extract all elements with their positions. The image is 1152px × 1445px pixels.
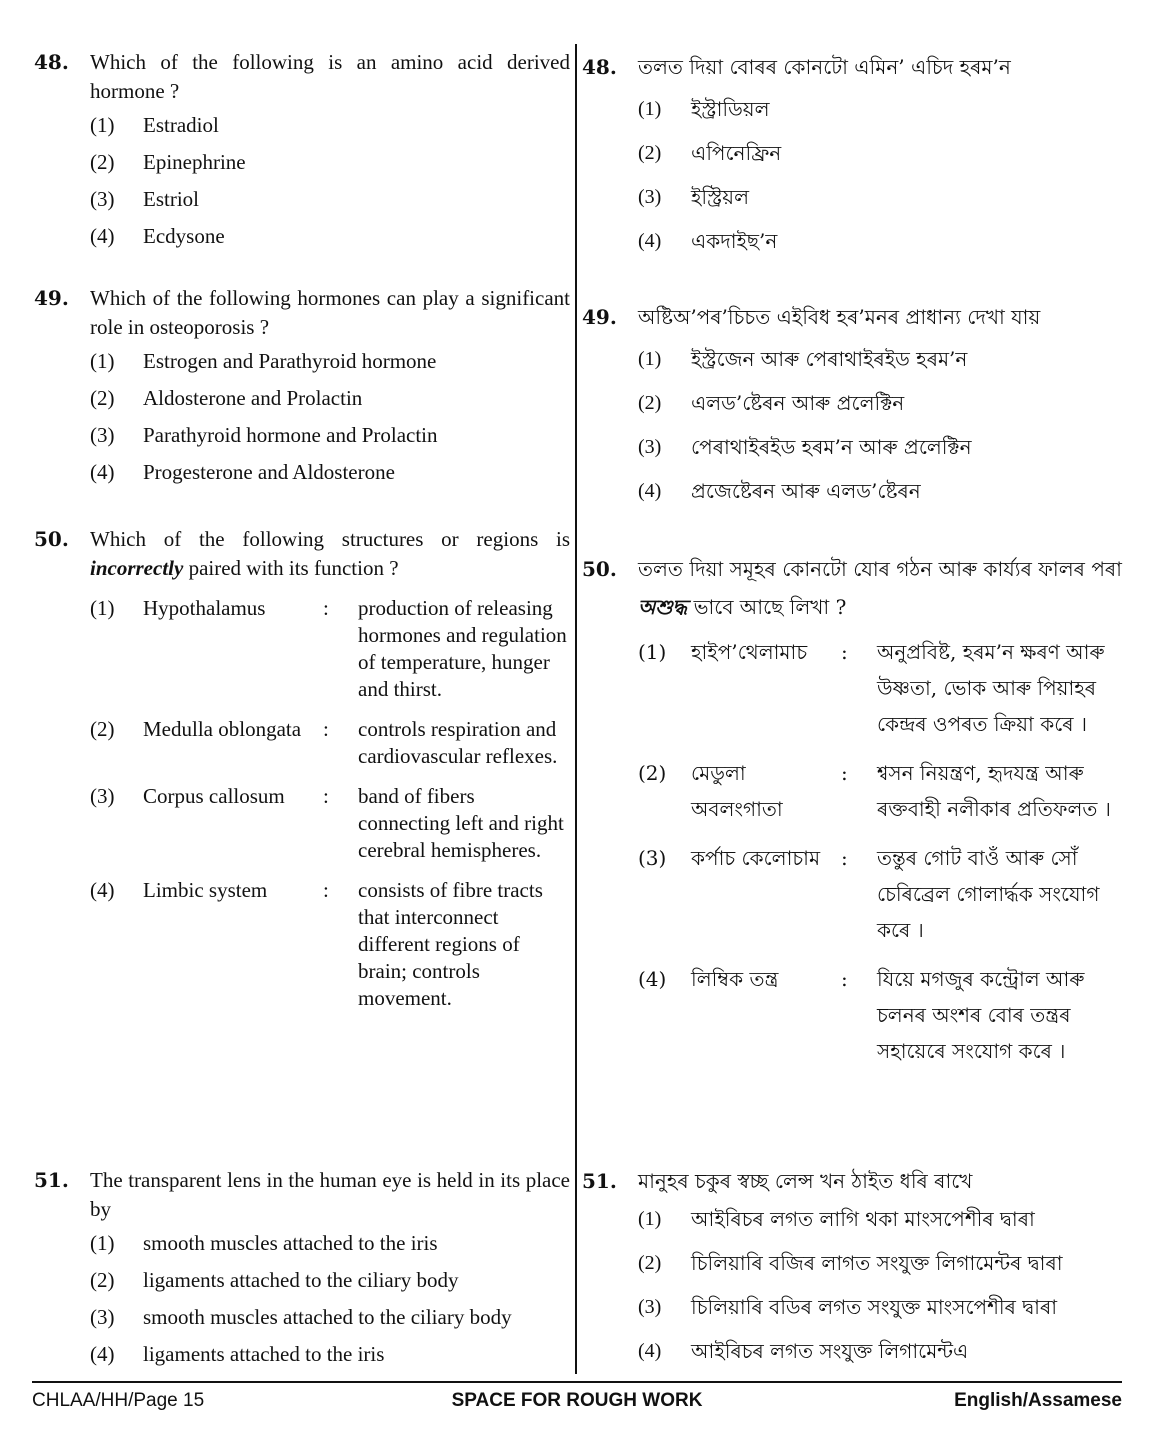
option-text: প্ৰজেষ্টেৰন আৰু এলড’ষ্টেৰন (691, 479, 921, 503)
pair-2 (90, 716, 570, 770)
option-text: Estriol (143, 187, 199, 211)
option-number: (4) (638, 1340, 662, 1362)
option-number: (2) (90, 1268, 115, 1292)
option-number: (4) (638, 480, 662, 502)
option-number: (4) (90, 224, 115, 248)
option-3 (90, 1304, 570, 1331)
question-number: 48. (34, 50, 69, 74)
pair-description: অনুপ্ৰবিষ্ট, হৰম’ন ক্ষৰণ আৰু উষ্ণতা, ভোক আৰু পিয়াহৰ কেন্দ্ৰৰ ওপৰত ক্ৰিয়া কৰে । (877, 640, 1105, 736)
option-number: (1) (90, 349, 115, 373)
pair-description: শ্বসন নিয়ন্ত্ৰণ, হৃদযন্ত্ৰ আৰু ৰক্তবাহী নলীকাৰ প্ৰতিফলত । (877, 761, 1111, 821)
option-number: (2) (638, 392, 662, 414)
pair-colon: : (841, 761, 848, 785)
option-3 (90, 422, 570, 449)
option-text: ligaments attached to the iris (143, 1342, 385, 1366)
pair-term: Limbic system (143, 878, 268, 902)
option-4 (90, 1341, 570, 1368)
option-number: (1) (638, 98, 662, 120)
pair-description: controls respiration and cardiovascular reflexes. (358, 717, 558, 768)
option-text: Epinephrine (143, 150, 246, 174)
option-text: Estradiol (143, 113, 219, 137)
option-number: (2) (90, 150, 115, 174)
question-49-as (582, 298, 1122, 518)
option-1 (638, 92, 1122, 126)
option-text: ইস্ট্ৰজেন আৰু পেৰাথাইৰইড হৰম’ন (691, 347, 968, 371)
pair-number: (3) (90, 784, 115, 808)
question-text: Which of the following hormones can play a significant role in osteoporosis ? (90, 286, 570, 339)
column-divider (575, 44, 577, 1374)
pair-term: Hypothalamus (143, 596, 266, 620)
pair-description: যিয়ে মগজুৰ কন্ট্ৰোল আৰু চলনৰ অংশৰ বোৰ তন্ত্ৰৰ সহায়েৰে সংযোগ কৰে । (877, 967, 1085, 1063)
question-number: 51. (34, 1168, 69, 1192)
option-number: (2) (638, 1252, 662, 1274)
question-number: 49. (34, 286, 69, 310)
question-number: 49. (582, 305, 617, 329)
question-text (90, 525, 570, 583)
question-text: Which of the following is an amino acid derived hormone ? (90, 50, 570, 103)
question-number: 48. (582, 55, 617, 79)
option-text: ইস্ট্ৰাডিয়ল (691, 97, 770, 121)
pair-colon: : (841, 640, 848, 664)
question-emphasis: অশুদ্ধ (638, 595, 688, 619)
option-3 (638, 430, 1122, 464)
option-2 (638, 1246, 1122, 1280)
pair-4 (90, 877, 570, 1012)
option-4 (638, 224, 1122, 258)
pair-colon: : (323, 596, 329, 620)
pair-description: consists of fibre tracts that interconnect different regions of brain; controls movement. (358, 878, 543, 1010)
question-text-after: paired with its function ? (188, 556, 399, 580)
pair-number: (3) (638, 846, 667, 870)
question-text: মানুহৰ চকুৰ স্বচ্ছ লেন্স খন ঠাইত ধৰি ৰাখে (638, 1169, 973, 1193)
pair-term: Medulla oblongata (143, 717, 302, 741)
pair-number: (1) (90, 596, 115, 620)
question-48-en (34, 48, 570, 260)
question-emphasis: incorrectly (90, 556, 184, 580)
question-text (638, 550, 1122, 626)
question-51-as (582, 1162, 1122, 1378)
option-1 (90, 112, 570, 139)
pair-colon: : (323, 878, 329, 902)
option-text: চিলিয়াৰি বডিৰ লগত সংযুক্ত মাংসপেশীৰ দ্বাৰা (691, 1295, 1058, 1319)
pair-term: কৰ্পাচ কেলোচাম (691, 846, 821, 870)
option-number: (2) (638, 142, 662, 164)
option-text: Ecdysone (143, 224, 225, 248)
option-number: (1) (90, 1231, 115, 1255)
language-label: English/Assamese (954, 1390, 1122, 1411)
option-3 (90, 186, 570, 213)
pair-description: তন্তুৰ গোট বাওঁ আৰু সোঁ চেৰিব্ৰেল গোলাৰ্দ্ধক সংযোগ কৰে । (877, 846, 1100, 942)
option-number: (1) (638, 348, 662, 370)
question-50-as (582, 550, 1122, 1082)
question-text: অষ্টিঅ’পৰ’চিচত এইবিধ হৰ’মনৰ প্ৰাধান্য দেখা যায় (638, 305, 1041, 329)
question-text-before: তলত দিয়া সমূহৰ কোনটো যোৰ গঠন আৰু কাৰ্য্যৰ ফালৰ পৰা (638, 557, 1122, 581)
option-number: (1) (90, 113, 115, 137)
option-3 (638, 1290, 1122, 1324)
question-number: 51. (582, 1169, 617, 1193)
question-text: তলত দিয়া বোৰৰ কোনটো এমিন’ এচিদ হৰম’ন (638, 55, 1011, 79)
question-number: 50. (34, 527, 69, 551)
pair-number: (4) (638, 967, 667, 991)
option-number: (4) (90, 1342, 115, 1366)
question-50-en (34, 525, 570, 1025)
option-3 (638, 180, 1122, 214)
option-4 (90, 459, 570, 486)
pair-colon: : (841, 967, 848, 991)
pair-term: Corpus callosum (143, 784, 285, 808)
option-number: (3) (638, 1296, 662, 1318)
option-text: আইৰিচৰ লগত লাগি থকা মাংসপেশীৰ দ্বাৰা (691, 1207, 1035, 1231)
pair-number: (1) (638, 640, 667, 664)
question-text-before: Which of the following structures or regions is (90, 527, 570, 551)
question-49-en (34, 284, 570, 496)
page-code: CHLAA/HH/Page 15 (32, 1390, 205, 1411)
question-51-en (34, 1166, 570, 1378)
option-text: Parathyroid hormone and Prolactin (143, 423, 438, 447)
option-text: Progesterone and Aldosterone (143, 460, 395, 484)
option-text: চিলিয়াৰি বজিৰ লাগত সংযুক্ত লিগামেন্টৰ দ্বাৰা (691, 1251, 1063, 1275)
option-2 (90, 385, 570, 412)
option-text: Aldosterone and Prolactin (143, 386, 363, 410)
option-text: এপিনেফ্ৰিন (691, 141, 782, 165)
option-text: একদাইছ’ন (691, 229, 778, 253)
option-4 (638, 1334, 1122, 1368)
pair-term: মেডুলা অবলংগাতা (691, 761, 783, 821)
option-2 (90, 1267, 570, 1294)
pair-colon: : (323, 717, 329, 741)
pair-number: (4) (90, 878, 115, 902)
option-number: (4) (90, 460, 115, 484)
option-1 (638, 1202, 1122, 1236)
question-number: 50. (582, 557, 617, 581)
pair-description: production of releasing hormones and regulation of temperature, hunger and thirst. (358, 596, 567, 701)
option-4 (638, 474, 1122, 508)
question-text-after: ভাবে আছে লিখা ? (693, 595, 847, 619)
pair-1 (90, 595, 570, 703)
option-4 (90, 223, 570, 250)
rough-work-label: SPACE FOR ROUGH WORK (451, 1390, 703, 1411)
option-1 (90, 1230, 570, 1257)
option-2 (90, 149, 570, 176)
pair-term: হাইপ’থেলামাচ (691, 640, 808, 664)
pair-colon: : (323, 784, 329, 808)
option-number: (3) (90, 187, 115, 211)
option-number: (3) (638, 186, 662, 208)
option-text: Estrogen and Parathyroid hormone (143, 349, 437, 373)
pair-colon: : (841, 846, 848, 870)
option-text: ইস্ট্ৰিয়ল (691, 185, 749, 209)
option-number: (2) (90, 386, 115, 410)
option-number: (3) (90, 423, 115, 447)
option-text: smooth muscles attached to the iris (143, 1231, 438, 1255)
option-number: (3) (90, 1305, 115, 1329)
question-48-as (582, 48, 1122, 268)
question-text: The transparent lens in the human eye is held in its place by (90, 1168, 570, 1221)
option-1 (638, 342, 1122, 376)
page-footer (32, 1390, 1122, 1414)
option-2 (638, 386, 1122, 420)
pair-number: (2) (90, 717, 115, 741)
option-1 (90, 348, 570, 375)
option-text: smooth muscles attached to the ciliary body (143, 1305, 512, 1329)
pair-1 (638, 634, 1122, 742)
pair-description: band of fibers connecting left and right cerebral hemispheres. (358, 784, 564, 862)
option-number: (3) (638, 436, 662, 458)
option-number: (1) (638, 1208, 662, 1230)
pair-number: (2) (638, 761, 667, 785)
footer-rule (32, 1381, 1122, 1383)
option-text: পেৰাথাইৰইড হৰম’ন আৰু প্ৰলেক্টিন (691, 435, 972, 459)
option-text: এলড’ষ্টেৰন আৰু প্ৰলেক্টিন (691, 391, 905, 415)
pair-3 (638, 840, 1122, 948)
pair-term: লিম্বিক তন্ত্ৰ (691, 967, 779, 991)
option-text: ligaments attached to the ciliary body (143, 1268, 459, 1292)
pair-3 (90, 783, 570, 864)
option-text: আইৰিচৰ লগত সংযুক্ত লিগামেন্টএ (691, 1339, 969, 1363)
option-2 (638, 136, 1122, 170)
pair-2 (638, 755, 1122, 827)
pair-4 (638, 961, 1122, 1069)
option-number: (4) (638, 230, 662, 252)
